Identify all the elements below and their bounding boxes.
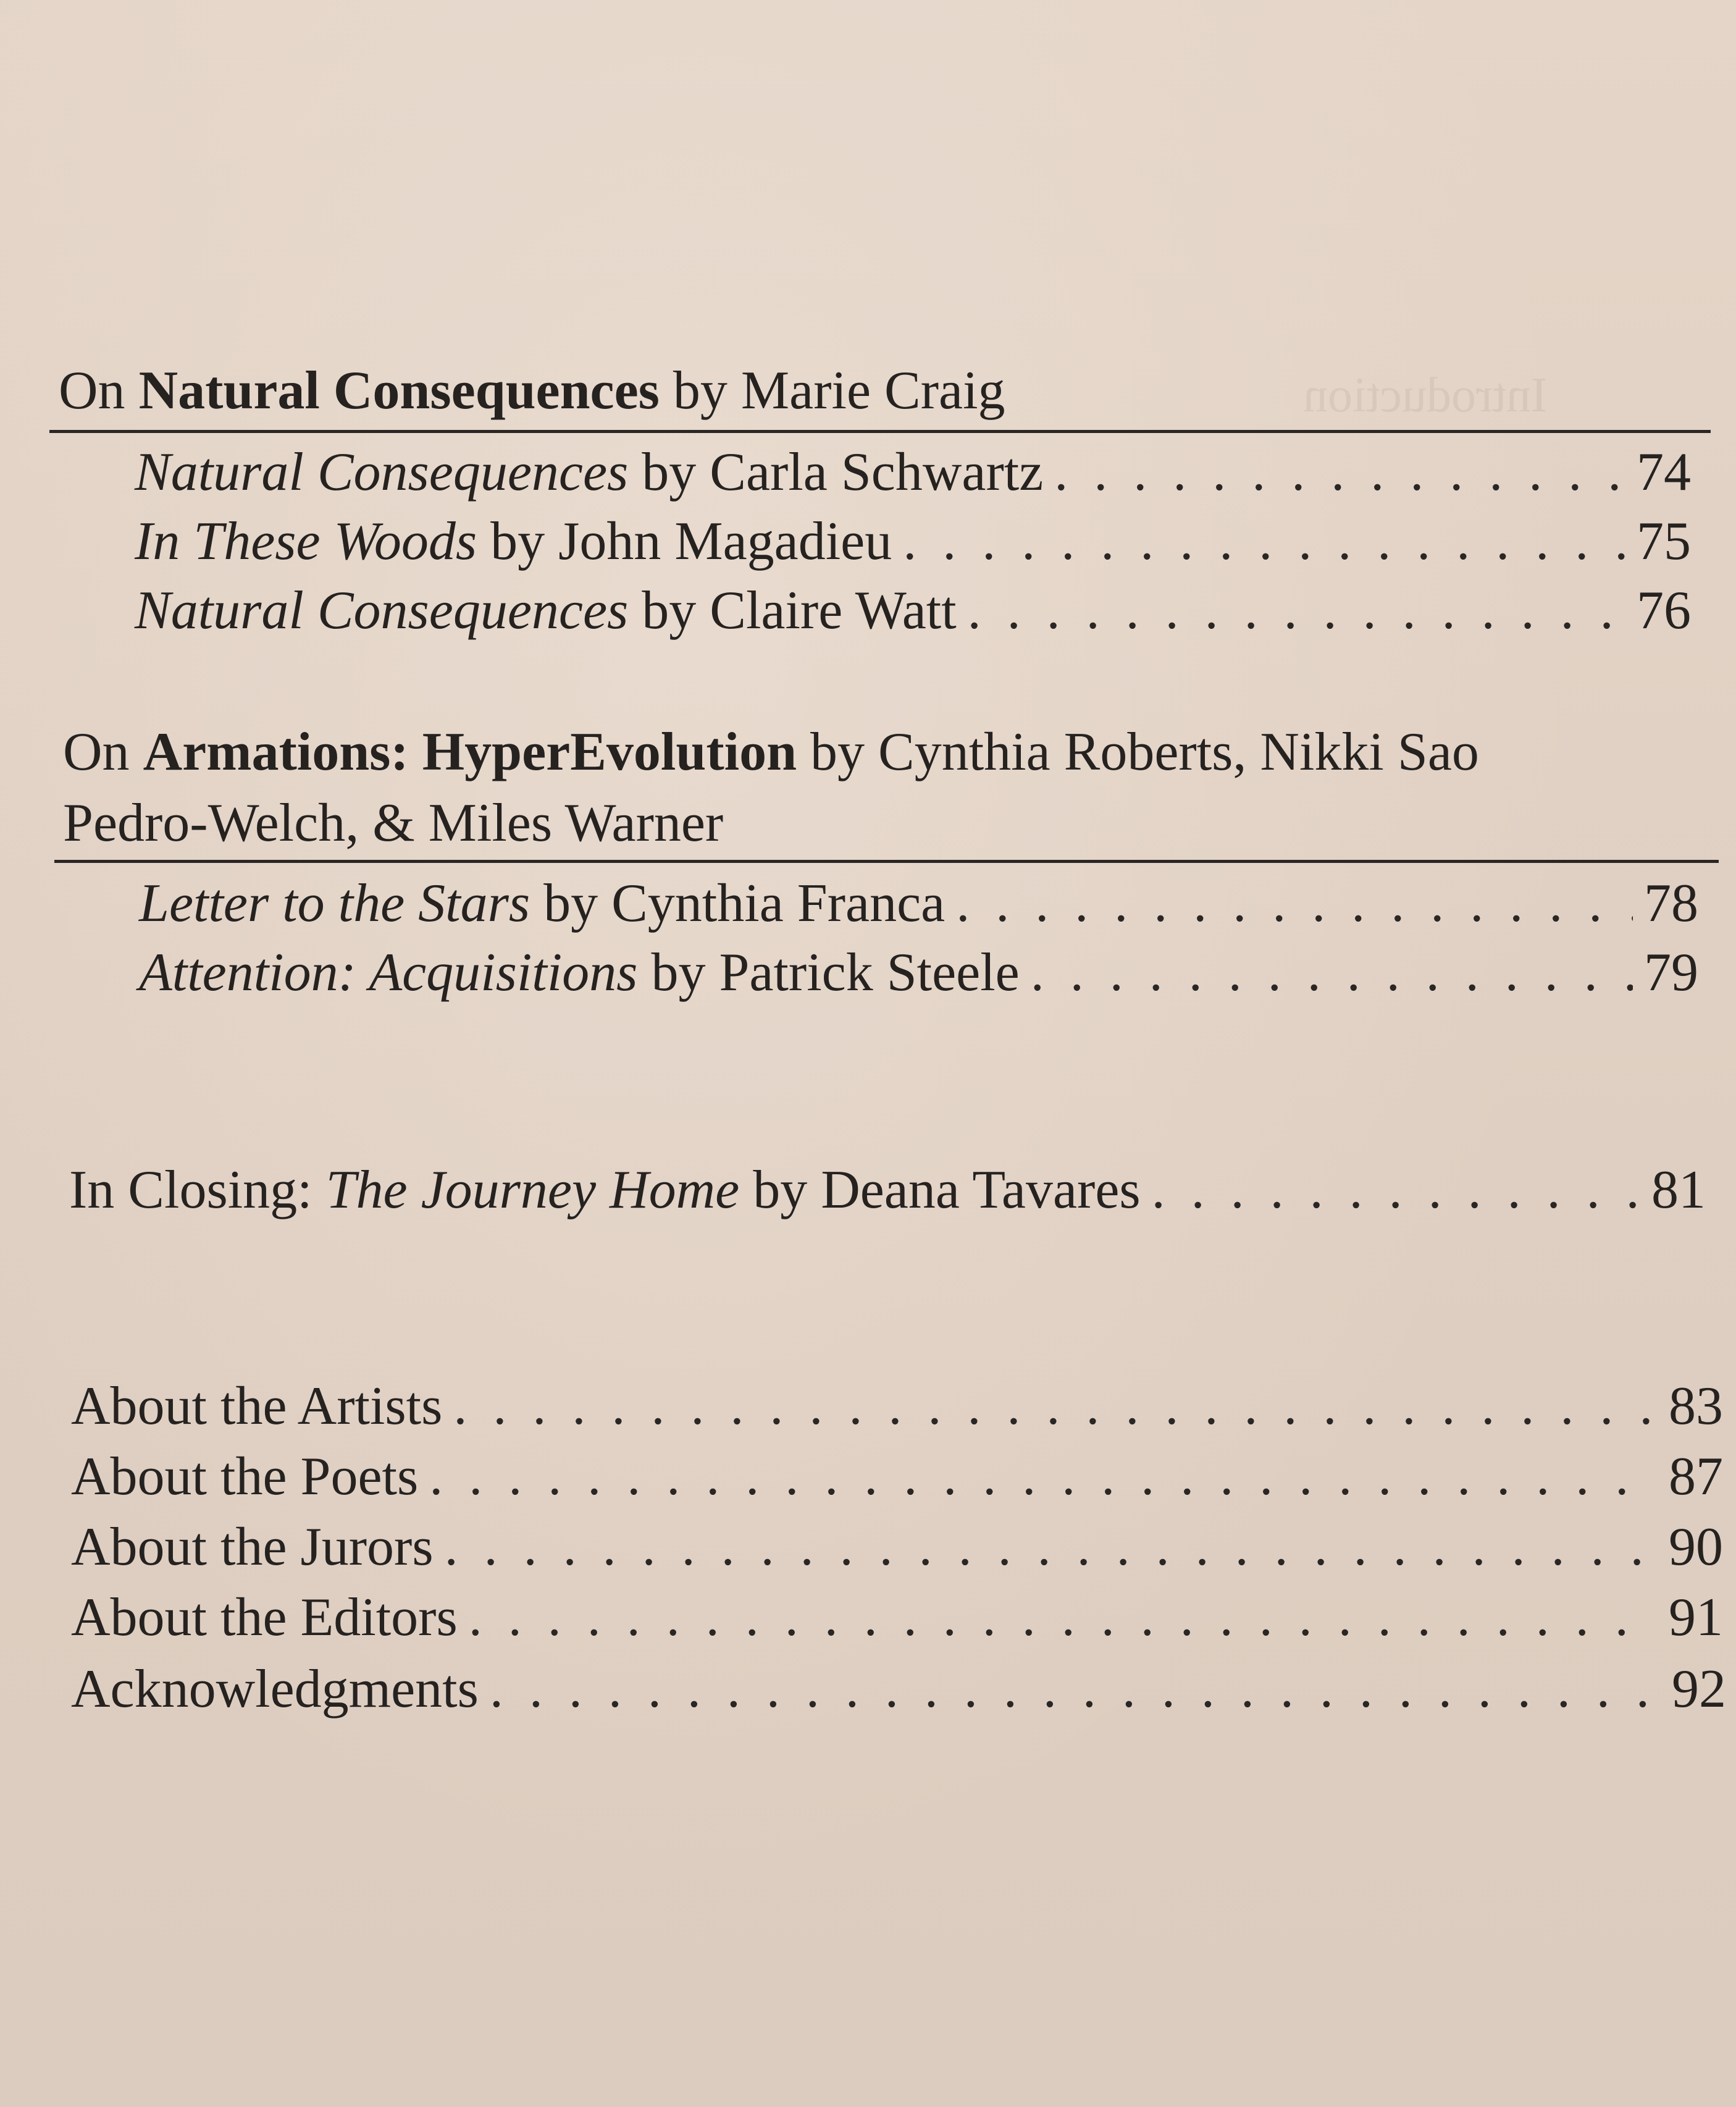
entry-author: by John Magadieu: [490, 511, 892, 571]
heading-author-continued: Pedro-Welch, & Miles Warner: [63, 793, 724, 853]
entry-label: Acknowledgments: [71, 1659, 479, 1719]
entry-title: In These Woods: [135, 511, 477, 571]
toc-entry-about-jurors[interactable]: [71, 1513, 1723, 1581]
toc-entry[interactable]: [135, 577, 1691, 645]
entry-page-number: 79: [1644, 943, 1698, 1003]
entry-page-number: 90: [1669, 1517, 1723, 1577]
dot-leader: [1054, 439, 1625, 507]
entry-author: by Carla Schwartz: [642, 442, 1044, 502]
entry-title: Natural Consequences: [135, 442, 629, 502]
toc-entry[interactable]: [135, 508, 1691, 576]
entry-page-number: 78: [1644, 873, 1698, 933]
entry-page-number: 87: [1669, 1447, 1723, 1507]
dot-leader: [490, 1655, 1661, 1723]
heading-title: Natural Consequences: [138, 361, 660, 421]
heading-author: by Cynthia Roberts, Nikki Sao: [810, 722, 1479, 782]
toc-entry-closing[interactable]: [69, 1156, 1706, 1224]
entry-title: The Journey Home: [325, 1160, 740, 1220]
dot-leader: [1031, 939, 1633, 1007]
entry-title: Attention: Acquisitions: [139, 943, 638, 1003]
entry-page-number: 83: [1669, 1376, 1723, 1436]
closing-prefix: In Closing:: [69, 1160, 312, 1220]
heading-title: Armations: HyperEvolution: [143, 722, 797, 782]
entry-author: by Deana Tavares: [753, 1160, 1141, 1220]
section-heading-natural-consequences: [59, 358, 1005, 424]
entry-label: About the Artists: [71, 1376, 443, 1436]
entry-label: About the Editors: [71, 1588, 458, 1647]
toc-entry[interactable]: [135, 439, 1691, 507]
entry-author: by Patrick Steele: [651, 943, 1020, 1003]
entry-label: About the Jurors: [71, 1517, 434, 1577]
entry-page-number: 75: [1637, 511, 1691, 571]
heading-author: by Marie Craig: [673, 361, 1005, 421]
toc-entry[interactable]: [139, 939, 1698, 1007]
entry-page-number: 81: [1651, 1160, 1706, 1220]
toc-entry-about-artists[interactable]: [71, 1373, 1723, 1440]
section-rule: [49, 430, 1711, 433]
entry-page-number: 74: [1637, 442, 1691, 502]
section-rule: [54, 860, 1719, 863]
dot-leader: [1152, 1156, 1640, 1224]
dot-leader: [453, 1373, 1658, 1440]
entry-title: Letter to the Stars: [139, 873, 530, 933]
toc-entry-about-editors[interactable]: [71, 1584, 1723, 1652]
section-heading-armations: [63, 720, 1479, 785]
section-heading-armations-line2: [63, 791, 723, 856]
entry-label: About the Poets: [71, 1447, 419, 1507]
entry-author: by Claire Watt: [642, 581, 957, 641]
heading-prefix: On: [59, 361, 125, 421]
dot-leader: [429, 1443, 1658, 1511]
entry-page-number: 76: [1637, 581, 1691, 641]
heading-prefix: On: [63, 722, 130, 782]
entry-author: by Cynthia Franca: [543, 873, 946, 933]
entry-page-number: 92: [1672, 1659, 1726, 1719]
dot-leader: [903, 508, 1625, 576]
entry-title: Natural Consequences: [135, 581, 629, 641]
dot-leader: [968, 577, 1625, 645]
toc-entry[interactable]: [139, 870, 1698, 938]
entry-page-number: 91: [1669, 1588, 1723, 1647]
bleed-through-heading: Introduction: [1303, 368, 1548, 423]
dot-leader: [445, 1513, 1658, 1581]
dot-leader: [956, 870, 1633, 938]
dot-leader: [469, 1584, 1658, 1652]
toc-entry-about-poets[interactable]: [71, 1443, 1723, 1511]
toc-entry-acknowledgments[interactable]: [71, 1655, 1726, 1723]
